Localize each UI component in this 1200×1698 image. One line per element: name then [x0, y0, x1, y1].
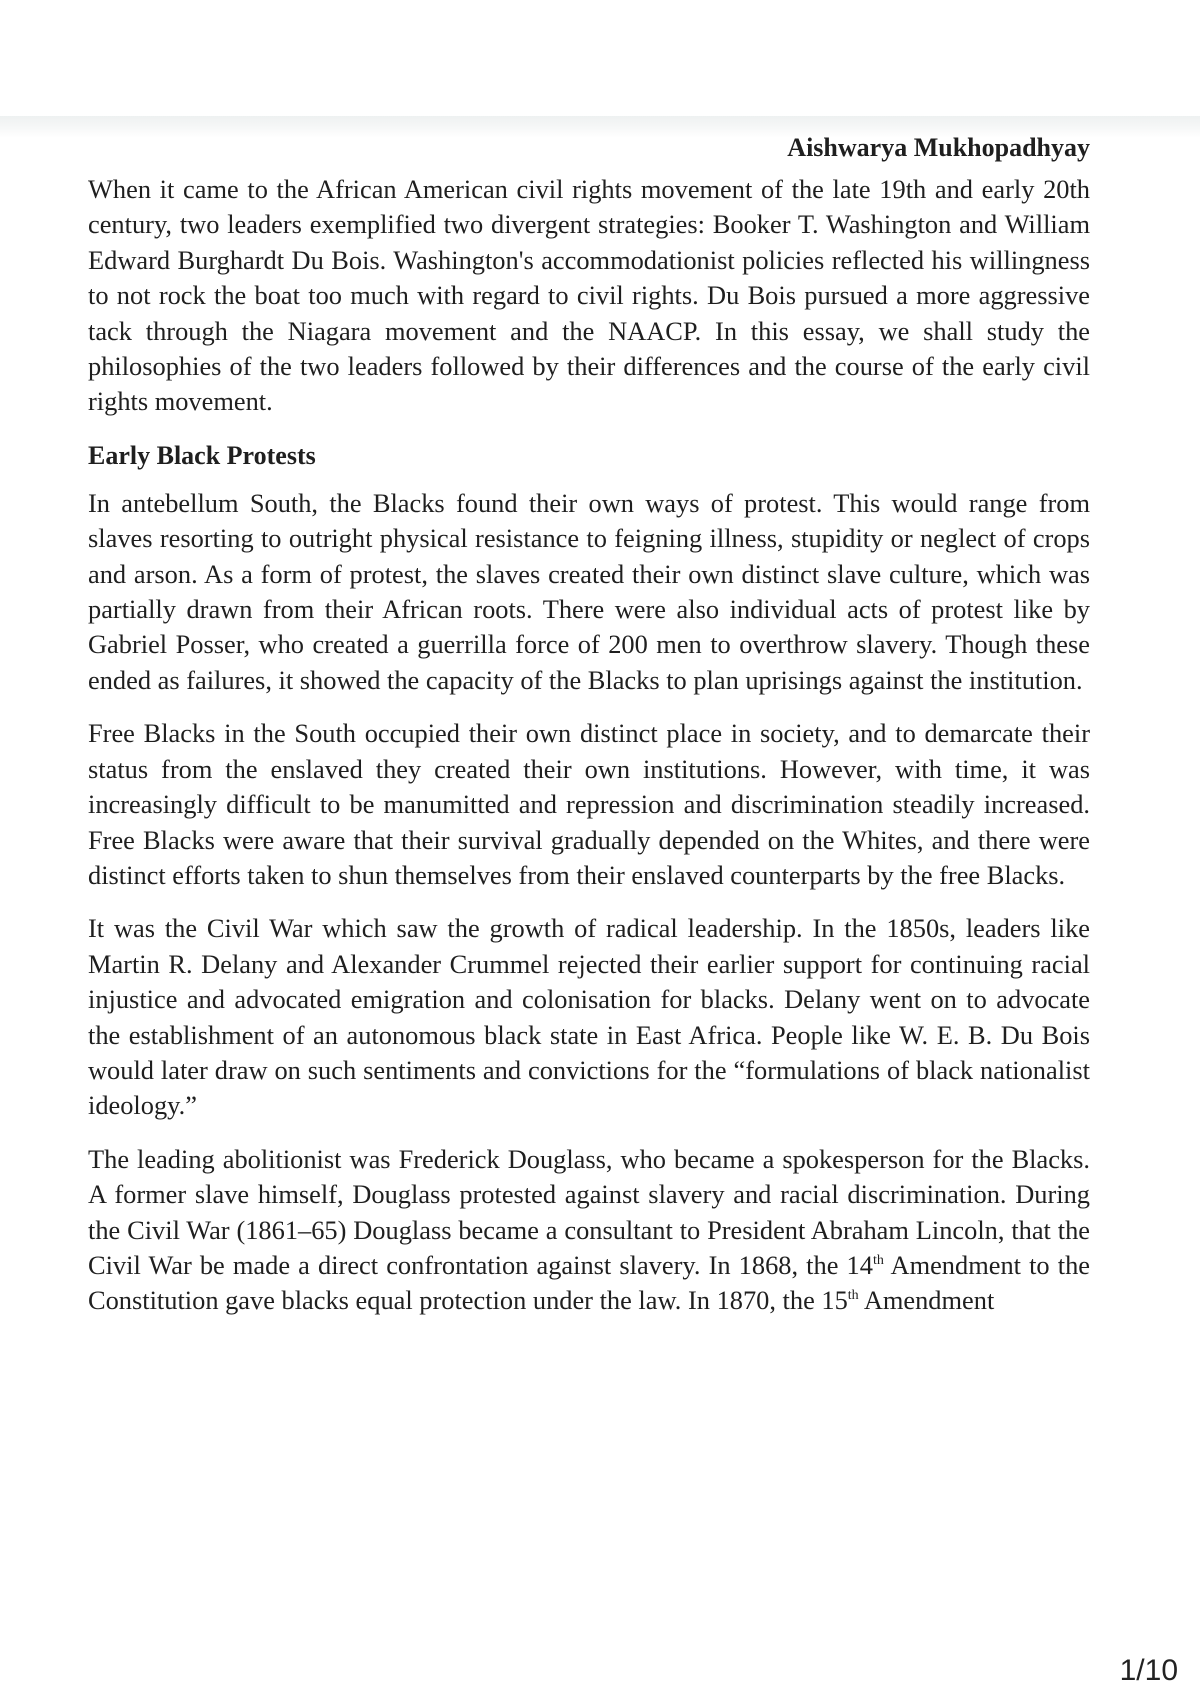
ordinal-superscript-1: th	[872, 1253, 884, 1269]
intro-paragraph: When it came to the African American civil rights movement of the late 19th and early 20th century, two leaders exemplified two divergent strategies: Booker T. Washington and William Edward Burghardt Du Bois. Washington's accommodationist policies reflected his willingness to not rock the boat too much with regard to civil rights. Du Bois pursued a more aggressive tack through the Niagara movement and the NAACP. In this essay, we shall study the philosophies of the two leaders followed by their differences and the course of the early civil rights movement.	[88, 174, 1090, 417]
page-number: 1/10	[1119, 1654, 1178, 1687]
paragraph-4-text-c: Amendment	[858, 1285, 995, 1316]
body-paragraph-2: Free Blacks in the South occupied their own distinct place in society, and to demarcate their status from the enslaved they created their own institutions. However, with time, it was increasingly difficult to be manumitted and repression and discrimination steadily increased. Free Blacks were aware that their survival gradually depended on the Whites, and there were distinct efforts taken to shun themselves from their enslaved counterparts by the free Blacks.	[88, 718, 1090, 890]
body-paragraph-1: In antebellum South, the Blacks found their own ways of protest. This would range from slaves resorting to outright physical resistance to feigning illness, stupidity or neglect of crops and arson. As a form of protest, the slaves created their own distinct slave culture, which was partially drawn from their African roots. There were also individual acts of protest like by Gabriel Posser, who created a guerrilla force of 200 men to overthrow slavery. Though these ended as failures, it showed the capacity of the Blacks to plan uprisings against the institution.	[88, 487, 1090, 695]
paragraph-4-text-a: The leading abolitionist was Frederick Douglass, who became a spokesperson for the Blacks. A former slave himself, Douglass protested against slavery and racial discrimination. During the Civil War (1861–65) Douglass became a consultant to President Abraham Lincoln, that the Civil War be made a direct confrontation against slavery. In 1868, the 14	[88, 1143, 1090, 1280]
top-margin	[0, 0, 1200, 120]
body-paragraph-4	[88, 1142, 1090, 1319]
author-name: Aishwarya Mukhopadhyay	[787, 133, 1090, 162]
paragraph-4-text-b: Amendment to the Constitution gave blacks equal protection under the law. In 1870, the 15	[88, 1249, 1090, 1316]
document-page	[88, 130, 1090, 1337]
body-paragraph-3: It was the Civil War which saw the growth of radical leadership. In the 1850s, leaders like Martin R. Delany and Alexander Crummel rejected their earlier support for continuing racial injustice and advocated emigration and colonisation for blacks. Delany went on to advocate the establishment of an autonomous black state in East Africa. People like W. E. B. Du Bois would later draw on such sentiments and convictions for the “formulations of black nationalist ideology.”	[88, 913, 1090, 1121]
section-heading: Early Black Protests	[88, 440, 316, 470]
ordinal-superscript-2: th	[847, 1288, 859, 1304]
